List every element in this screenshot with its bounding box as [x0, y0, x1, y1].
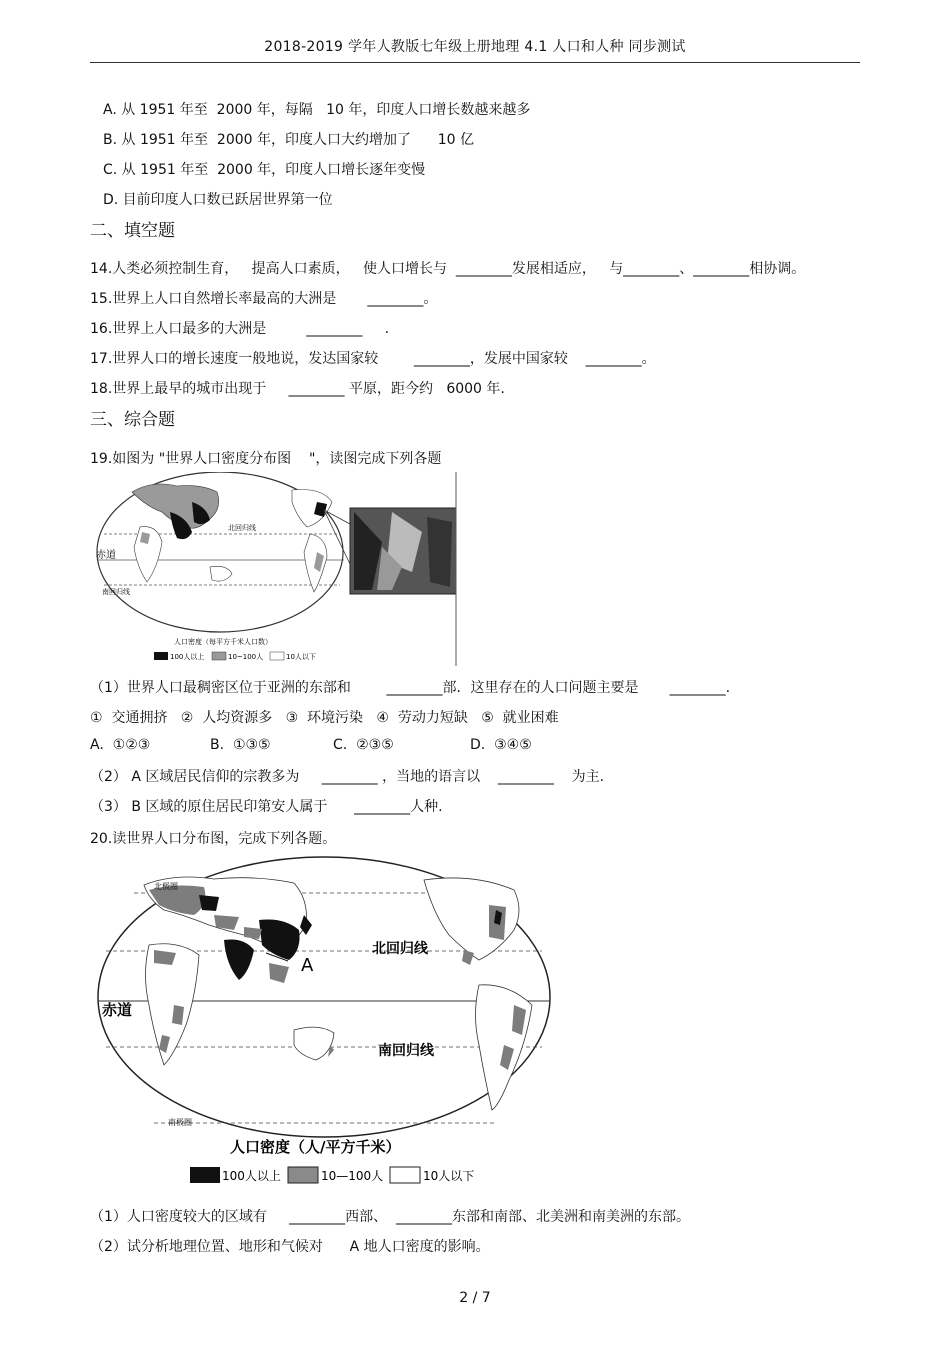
question-16: 16.世界上人口最多的大洲是 ________ . — [90, 321, 390, 337]
q19-label-tropic-n: 北回归线 — [228, 524, 256, 532]
q19-choice-c: C. ②③⑤ — [333, 737, 394, 753]
q20-legend-medium: 10—100人 — [321, 1169, 384, 1183]
question-20-stem: 20.读世界人口分布图，完成下列各题。 — [90, 831, 337, 847]
q20-world-population-distribution-map — [94, 855, 556, 1195]
q19-choice-d: D. ③④⑤ — [470, 737, 532, 753]
q19-choice-a: A. ①②③ — [90, 737, 151, 753]
q20-legend-title: 人口密度（人/平方千米） — [230, 1138, 401, 1156]
question-14: 14.人类必须控制生育， 提高人口素质， 使人口增长与 ________发展相适应， 与________、________相协调。 — [90, 261, 806, 277]
q20-label-equator: 赤道 — [102, 1001, 133, 1019]
question-17: 17.世界人口的增长速度一般地说，发达国家较 ________，发展中国家较 ________。 — [90, 351, 656, 367]
q20-legend-swatch-dense — [190, 1167, 220, 1183]
q20-label-tropic-n: 北回归线 — [372, 941, 428, 957]
question-20-sub1: （1）人口密度较大的区域有 ________西部、 ________东部和南部、北美洲和南美洲的东部。 — [90, 1209, 691, 1225]
page-header — [90, 36, 860, 63]
q19-label-tropic-s: 南回归线 — [102, 588, 130, 596]
q20-label-tropic-s: 南回归线 — [378, 1043, 434, 1059]
q13-option-a: A. 从 1951 年至 2000 年，每隔 10 年，印度人口增长数越来越多 — [103, 102, 531, 118]
q19-legend-dense: 100人以上 — [170, 653, 205, 661]
q20-label-a: A — [301, 955, 314, 976]
question-19-sub3: （3） B 区域的原住居民印第安人属于 ________人种. — [90, 799, 443, 815]
q19-legend-medium: 10~100人 — [228, 653, 264, 661]
question-19-sub2: （2） A 区域居民信仰的宗教多为 ________ ，当地的语言以 ________ 为主. — [90, 769, 605, 785]
q20-legend-dense: 100人以上 — [222, 1169, 281, 1183]
question-15: 15.世界上人口自然增长率最高的大洲是 ________。 — [90, 291, 438, 307]
page-number: 2 / 7 — [459, 1290, 491, 1306]
q19-legend-title: 人口密度（每平方千米人口数） — [174, 638, 272, 646]
q19-legend-swatch-dense — [154, 652, 168, 660]
q13-option-c: C. 从 1951 年至 2000 年，印度人口增长逐年变慢 — [103, 162, 426, 178]
q20-label-antarctic: 南极圈 — [168, 1118, 192, 1127]
q20-label-arctic: 北极圈 — [154, 882, 178, 891]
q19-legend-sparse: 10人以下 — [286, 653, 316, 661]
question-19-stem: 19.如图为 "世界人口密度分布图 "，读图完成下列各题 — [90, 451, 442, 467]
question-18: 18.世界上最早的城市出现于 ________ 平原，距今约 6000 年. — [90, 381, 505, 397]
q20-legend-swatch-medium — [288, 1167, 318, 1183]
q20-legend-swatch-sparse — [390, 1167, 420, 1183]
q19-legend-swatch-medium — [212, 652, 226, 660]
q19-legend-swatch-sparse — [270, 652, 284, 660]
header-title: 2018-2019 学年人教版七年级上册地理 4.1 人口和人种 同步测试 — [264, 39, 686, 55]
q20-legend-sparse: 10人以下 — [423, 1169, 475, 1183]
section-fill-in: 二、填空题 — [90, 221, 175, 241]
question-19-sub1: （1）世界人口最稠密区位于亚洲的东部和 ________部．这里存在的人口问题主要是 ________. — [90, 680, 731, 696]
q19-world-population-density-map — [92, 472, 460, 668]
q19-choice-b: B. ①③⑤ — [210, 737, 271, 753]
question-19-sub1-items: ① 交通拥挤 ② 人均资源多 ③ 环境污染 ④ 劳动力短缺 ⑤ 就业困难 — [90, 710, 559, 726]
section-comprehensive: 三、综合题 — [90, 410, 175, 430]
q13-option-d: D. 目前印度人口数已跃居世界第一位 — [103, 192, 333, 208]
question-20-sub2: （2）试分析地理位置、地形和气候对 A 地人口密度的影响。 — [90, 1239, 490, 1255]
q19-label-equator: 赤道 — [96, 550, 116, 561]
q13-option-b: B. 从 1951 年至 2000 年，印度人口大约增加了 10 亿 — [103, 132, 474, 148]
